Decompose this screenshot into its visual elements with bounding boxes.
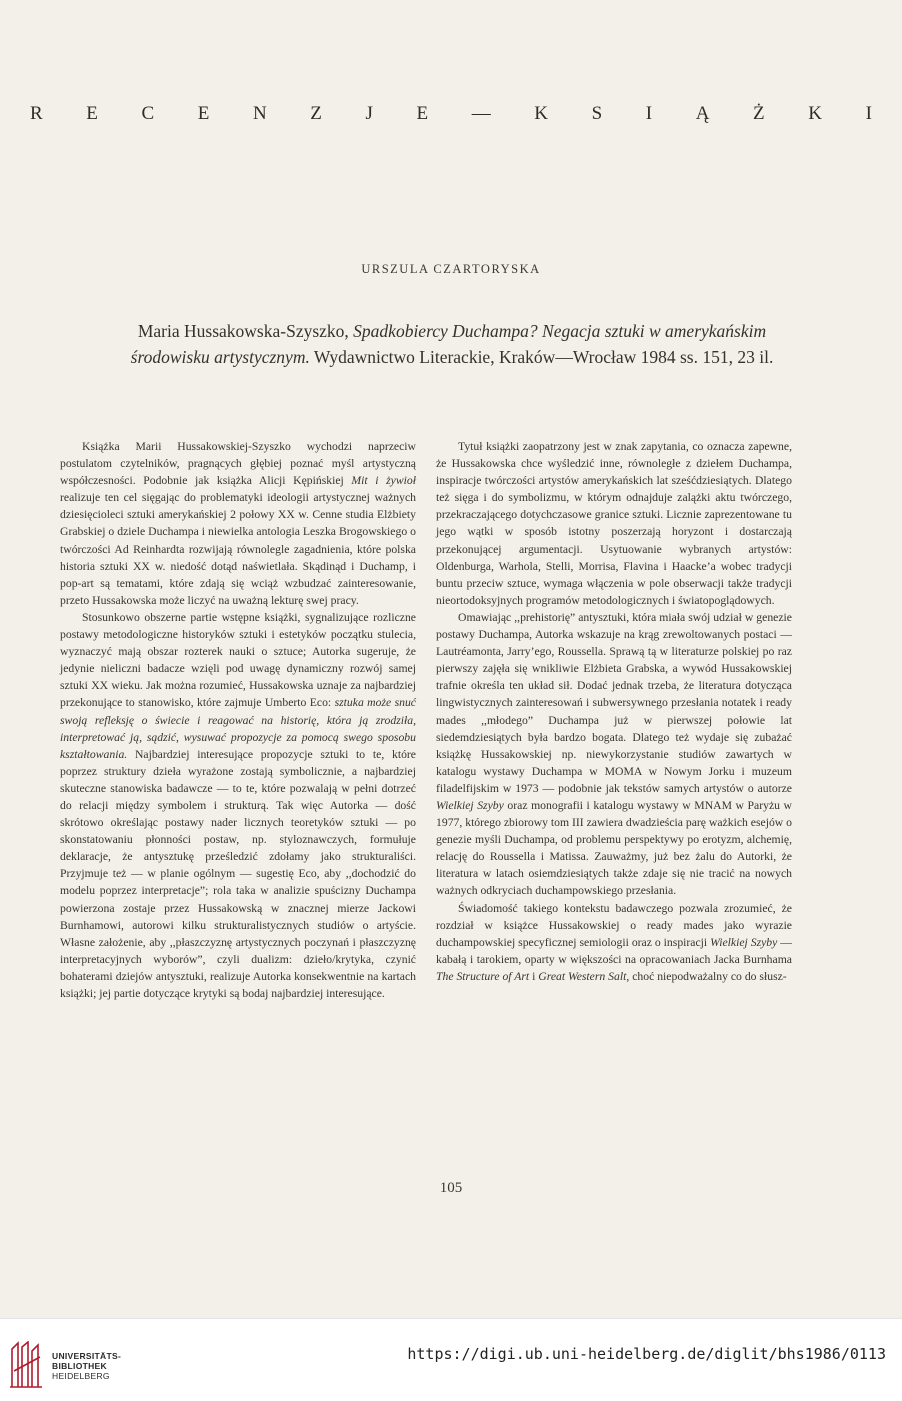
text-run: oraz monografii i katalogu wystawy w MNAM w Paryżu w 1977, którego zbiorowy tom III zawiera dwadzieścia parę ważkich esejów o genezie myśli Duchampa, od problemu perspektywy po erotyzm, alchemię, relację do Roussella i Matissa. Zauważmy, już bez żalu do Autorki, że literatura w latach osiemdziesiątych także zdaje się nie tracić na nowych ważnych odkryciach duchampowskiego przesłania.	[436, 798, 793, 898]
text-run: Stosunkowo obszerne partie wstępne książki, sygnalizujące rozliczne postawy metodologiczne historyków sztuki i estetyków początku stulecia, wyznaczyć mają obszar rozterek nauki o sztuce; Autorka sugeruje, że jedynie nieliczni badacze wzięli pod uwagę dynamiczny rozwój samej sztuki XX wieku. Jak można rozumieć, Hussakowska uznaje za najbardziej przekonujące to stanowisko, które zajmuje Umberto Eco:	[60, 610, 416, 710]
section-header-letter: E	[197, 103, 210, 124]
section-header-letter: K	[808, 103, 822, 124]
footer-bar	[0, 1318, 902, 1401]
biblio-author-name: Maria Hussakowska-Szyszko,	[137, 321, 354, 341]
logo-line: UNIVERSITÄTS-	[52, 1351, 122, 1361]
text-run: Świadomość takiego kontekstu badawczego pozwala zrozumieć, że rozdział w książce Hussakowskiej o ready mades jako wyrazie duchampowskiej specyficznej semiologii oraz o inspiracji	[436, 901, 792, 949]
left-text-column	[60, 438, 416, 1002]
text-run: realizuje ten cel sięgając do problematyki ideologii artystycznej ważnych dziesięcioleci sztuki amerykańskiej 2 połowy XX w. Cenne studia Elżbiety Grabskiej o dziele Duchampa i niewielka antologia Leszka Brogowskiego o twórczości Ad Reinhardta rozwijają równolegle zagadnienia, które polska historia sztuki XX w. niedość dotąd naświetlała. Skądinąd i Duchamp, i pop-art są tematami, które zdają się wciąż wzbudzać zainteresowanie, przeto Hussakowska może liczyć na uważną lekturę swej pracy.	[60, 491, 416, 607]
section-header-letter: N	[252, 103, 267, 124]
bibliographic-entry	[60, 318, 844, 370]
section-header-letter: —	[471, 103, 491, 124]
section-header-letter: C	[141, 103, 155, 124]
italic-title: Great Western Salt	[538, 969, 627, 983]
section-header-letter: S	[591, 103, 603, 124]
logo-line: HEIDELBERG	[52, 1371, 110, 1381]
biblio-title-line2: środowisku artystycznym.	[130, 347, 310, 367]
italic-title: The Structure of Art	[436, 969, 530, 983]
text-run: i	[529, 969, 539, 983]
page-number: 105	[439, 1180, 463, 1196]
text-run: Książka Marii Hussakowskiej-Szyszko wychodzi naprzeciw postulatom czytelników, pragnących głębiej poznać myśl artystyczną współczesności. Podobnie jak książka Alicji Kępińskiej	[60, 440, 416, 488]
paragraph	[436, 609, 792, 900]
section-header-letter: Z	[310, 103, 322, 124]
paragraph: Tytuł książki zaopatrzony jest w znak zapytania, co oznacza zapewne, że Hussakowska chce wyśledzić inne, równoległe z dziełem Duchampa, inspiracje twórczości artystów amerykańskich lat sześćdziesiątych. Dlatego też sięga i do symbolizmu, w którym odnajduje zalążki aktu twórczego, przekraczającego dotychczasowe granice sztuki. Licznie zaprezentowane tu jego wątki w sposób istotny poszerzają horyzont i dostarczają przekonującej argumentacji. Usytuowanie wybranych artystów: Oldenburga, Warhola, Stelli, Morrisa, Flavina i Haacke’a wobec tradycji buntu przeciw sztuce, wymaga włączenia w pole obserwacji także tradycji nieortodoksyjnych programów metodologicznych i światopoglądowych.	[436, 440, 792, 607]
text-run: — kabałą i tarokiem, oparty w większości na opracowaniach Jacka Burnhama	[436, 935, 792, 966]
paragraph	[60, 609, 416, 1002]
italic-quote: sztuka może snuć swoją refleksję o świecie i reagować na historię, która ją zrodziła, interpretować ją, sądzić, wysuwać propozycje za pomocą swego sposobu kształtowania.	[60, 696, 416, 761]
biblio-publisher: Wydawnictwo Literackie, Kraków—Wrocław 1984 ss. 151, 23 il.	[309, 347, 774, 367]
library-logo-text[interactable]	[52, 1351, 121, 1381]
section-header-letter: K	[534, 103, 549, 124]
section-header-letter: J	[365, 103, 373, 124]
italic-title: Mit i żywioł	[351, 474, 416, 488]
section-header-letter: Ą	[695, 103, 710, 124]
right-text-column	[436, 438, 792, 985]
italic-title: Wielkiej Szyby	[436, 798, 504, 812]
permalink-url[interactable]: https://digi.ub.uni-heidelberg.de/diglit/bhs1986/0113	[407, 1345, 886, 1363]
section-header	[30, 103, 872, 125]
section-header-letter: E	[86, 103, 98, 124]
logo-line: BIBLIOTHEK	[52, 1361, 107, 1371]
section-header-letter: E	[416, 103, 429, 124]
section-header-letter: R	[30, 103, 43, 124]
italic-title: Wielkiej Szyby	[710, 935, 778, 949]
review-author: URSZULA CZARTORYSKA	[361, 262, 541, 276]
section-header-letter: I	[645, 103, 653, 124]
section-header-letter: I	[865, 103, 872, 124]
text-run: Najbardziej interesujące propozycje sztuki to te, które poprzez struktury dzieła wyrażone zostają symbolicznie, a najbardziej skuteczne stanowiska badawcze — to te, które pozwalają w pełni dotrzeć do relacji między symbolem i strukturą. Tak więc Autorka — dość skrótowo określając postawy nader licznych teoretyków sztuki — po skonstatowaniu płonności postaw, np. styloznawczych, formułuje deklaracje, że antysztukę prześledzić zdołamy jako strukturaliści. Przyjmuje też — w planie ogólnym — sugestię Eco, aby ,,dochodzić do modelu poprzez interpretacje”; rola taka w analizie spuścizny Duchampa powierzona zostaje przez Hussakowską w znacznej mierze Jackowi Burnhamowi, autorowi kilku strukturalistycznych studiów o artyście. Własne założenie, aby ,,płaszczyznę artystycznych poczynań i płaszczyznę interpretacyjnych wyborów”, czyli dualizm: dzieło/krytyka, czynić bohaterami dziejów antysztuki, realizuje Autorka konsekwentnie na kartach książki; jej partie dotyczące krytyki są bodaj najbardziej interesujące.	[60, 747, 416, 1000]
university-seal-icon[interactable]	[8, 1341, 44, 1389]
biblio-title-line1: Spadkobiercy Duchampa? Negacja sztuki w amerykańskim	[353, 321, 767, 341]
section-header-letter: Ż	[753, 103, 765, 124]
text-run: Omawiając ,,prehistorię” antysztuki, która miała swój udział w genezie postawy Duchampa, Autorka wskazuje na krąg zrewoltowanych postaci — Lautréamonta, Jarry’ego, Roussella. Sprawą tą w literaturze polskiej po raz pierwszy zajęła się wnikliwie Elżbieta Grabska, a wywód Hussakowskiej trafnie określa ten układ sił. Dodać jednak trzeba, że literatura dotycząca lingwistycznych zainteresowań i subwersywnego przesłania notatek i ready mades ,,młodego” Duchampa już w pierwszej połowie lat siedemdziesiątych była bardzo bogata. Dlatego też wydaje się zubażać książkę Hussakowskiej np. niewykorzystanie studiów zawartych w katalogu wystawy Duchampa w MOMA w Nowym Jorku i muzeum filadelfijskim w 1973 — podobnie jak tekstów samych artystów o autorze	[436, 610, 792, 795]
text-run: , choć niepodważalny co do słusz-	[626, 969, 787, 983]
paragraph	[436, 900, 792, 985]
paragraph	[60, 438, 416, 609]
